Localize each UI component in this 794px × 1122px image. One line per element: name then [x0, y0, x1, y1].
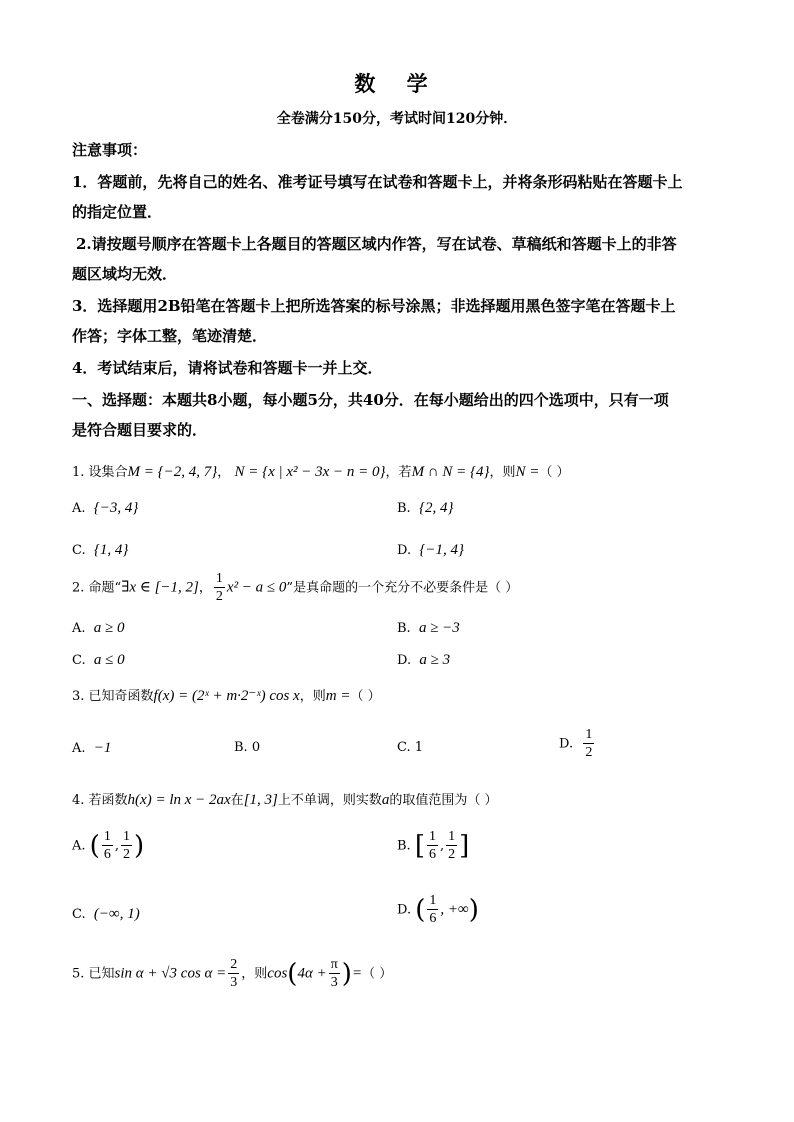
answer-paren: （ ）	[350, 689, 381, 704]
question-5-equals: =	[351, 965, 363, 982]
question-4-option-d[interactable]	[397, 894, 479, 926]
section-heading-cont: 是符合题目要求的．	[72, 421, 208, 439]
option-label: C.	[397, 740, 411, 755]
denominator: 3	[230, 975, 238, 990]
notice-item-3-cont: 作答；字体工整，笔迹清楚．	[72, 327, 268, 345]
option-label: A.	[72, 621, 86, 636]
option-label: C.	[72, 907, 86, 922]
question-2-option-b[interactable]	[397, 618, 460, 639]
question-1-ask: N =	[515, 464, 540, 480]
question-3-option-a[interactable]	[72, 738, 111, 759]
question-4	[72, 790, 498, 811]
numerator: 1	[585, 727, 593, 742]
question-3-option-b[interactable]	[234, 738, 260, 758]
question-2-option-c[interactable]	[72, 650, 125, 671]
question-5-sep: ，则	[241, 966, 268, 982]
question-1-option-b[interactable]	[397, 498, 453, 519]
option-label: B.	[234, 740, 248, 755]
bracket-left: (	[287, 959, 298, 989]
option-label: D.	[397, 543, 412, 558]
numerator: 1	[448, 829, 456, 844]
fraction	[329, 958, 340, 990]
question-1-set-m: M = {−2, 4, 7}	[127, 464, 218, 480]
question-3-function: f(x) = (2ˣ + m·2⁻ˣ) cos x	[153, 688, 300, 704]
notice-item-2: 2.请按题号顺序在答题卡上各题目的答题区域内作答，写在试卷、草稿纸和答题卡上的非答	[76, 235, 677, 253]
question-4-interval: [1, 3]	[243, 792, 278, 808]
bracket-left: (	[415, 895, 426, 925]
option-value: (−∞, 1)	[93, 906, 140, 922]
section-heading: 一、选择题：本题共8小题，每小题5分，共40分．在每小题给出的四个选项中，只有一项	[72, 391, 669, 409]
denominator: 3	[330, 975, 338, 990]
numerator: 1	[103, 829, 111, 844]
question-4-function: h(x) = ln x − 2ax	[127, 792, 231, 808]
bracket-right: )	[468, 895, 479, 925]
numerator: 1	[215, 571, 223, 586]
question-4-prefix: 4. 若函数	[72, 793, 128, 808]
question-3-option-c[interactable]	[397, 738, 423, 758]
option-value: a ≤ 0	[93, 652, 125, 668]
option-value: −1	[93, 740, 112, 756]
fraction	[214, 572, 225, 604]
question-3-option-d[interactable]	[559, 728, 596, 760]
question-4-variable: a	[381, 792, 390, 808]
notice-item-2-cont: 题区域均无效．	[72, 265, 178, 283]
option-value: 1	[414, 740, 424, 755]
fraction	[583, 728, 594, 760]
option-label: A.	[72, 741, 86, 756]
option-value: {2, 4}	[418, 500, 454, 516]
page-title: 数 学	[354, 71, 440, 96]
question-2-expression: x² − a ≤ 0	[226, 579, 287, 596]
notice-heading: 注意事项：	[72, 141, 148, 159]
question-4-suffix: 上不单调，则实数	[277, 793, 382, 808]
numerator: 1	[429, 893, 437, 908]
question-3-sep: ，则	[299, 689, 326, 704]
question-1-option-c[interactable]	[72, 540, 128, 561]
question-4-option-c[interactable]	[72, 904, 140, 925]
answer-paren: （ ）	[362, 966, 393, 982]
denominator: 2	[448, 847, 456, 862]
question-2-option-d[interactable]	[397, 650, 450, 671]
question-4-mid: 在	[230, 793, 244, 808]
option-label: B.	[397, 501, 411, 516]
option-value: a ≥ −3	[418, 620, 460, 636]
question-3	[72, 686, 381, 707]
question-1-sep: ，	[217, 465, 231, 480]
question-1-option-a[interactable]	[72, 498, 138, 519]
option-label: A.	[72, 501, 86, 516]
bracket-right: )	[341, 959, 352, 989]
notice-item-3: 3．选择题用2B铅笔在答题卡上把所选答案的标号涂黑；非选择题用黑色签字笔在答题卡上	[72, 297, 676, 315]
bracket-left: (	[89, 831, 100, 861]
question-1-sep: ，若	[385, 465, 412, 480]
bracket-right: )	[133, 831, 145, 861]
denominator: 6	[103, 847, 111, 862]
option-label: D.	[559, 736, 574, 752]
question-3-ask: m =	[325, 688, 351, 704]
fraction	[446, 830, 457, 862]
question-5-argument: 4α +	[297, 965, 327, 982]
notice-item-1-cont: 的指定位置．	[72, 203, 163, 221]
fraction	[427, 830, 438, 862]
option-value: 0	[251, 740, 261, 755]
denominator: 2	[215, 589, 223, 604]
question-1-prefix: 1. 设集合	[72, 465, 128, 480]
numerator: π	[330, 957, 338, 972]
question-2	[72, 572, 518, 604]
question-2-sep: ，	[198, 580, 212, 596]
bracket-left: [	[414, 831, 425, 861]
question-4-option-b[interactable]	[397, 830, 469, 862]
fraction	[228, 958, 239, 990]
question-2-suffix: ”是真命题的一个充分不必要条件是（ ）	[286, 580, 519, 596]
question-1-sep: ，则	[489, 465, 516, 480]
separator: ,	[114, 838, 119, 854]
question-5	[72, 958, 392, 990]
option-value: {1, 4}	[93, 542, 129, 558]
option-label: B.	[397, 838, 411, 854]
question-1	[72, 462, 570, 483]
denominator: 6	[428, 847, 436, 862]
option-label: D.	[397, 902, 412, 918]
option-value: , +∞	[440, 901, 469, 918]
notice-item-4: 4．考试结束后，请将试卷和答题卡一并上交．	[72, 359, 383, 377]
separator: ,	[439, 838, 445, 854]
option-label: C.	[72, 653, 86, 668]
numerator: 1	[428, 829, 436, 844]
option-value: {−1, 4}	[419, 542, 464, 558]
answer-paren: （ ）	[539, 465, 570, 480]
question-1-option-d[interactable]	[397, 540, 464, 561]
question-2-option-a[interactable]	[72, 618, 125, 639]
numerator: 2	[230, 957, 238, 972]
option-label: B.	[397, 621, 411, 636]
question-2-quantifier: ∃x ∈ [−1, 2]	[121, 579, 199, 596]
question-5-prefix: 5. 已知	[72, 966, 115, 982]
question-4-suffix: 的取值范围为（ ）	[389, 793, 498, 808]
question-2-prefix: 2. 命题“	[72, 580, 122, 596]
question-3-prefix: 3. 已知奇函数	[72, 689, 154, 704]
denominator: 2	[122, 847, 130, 862]
question-1-set-n: N = {x | x² − 3x − n = 0}	[234, 464, 386, 480]
exam-info: 全卷满分150分，考试时间120分钟．	[276, 111, 518, 127]
denominator: 6	[429, 911, 437, 926]
option-label: C.	[72, 543, 86, 558]
option-value: a ≥ 3	[419, 652, 451, 668]
option-label: D.	[397, 653, 412, 668]
notice-item-1: 1．答题前，先将自己的姓名、准考证号填写在试卷和答题卡上，并将条形码粘贴在答题卡上	[72, 173, 683, 191]
question-5-expression: sin α + √3 cos α =	[114, 965, 227, 982]
option-value: {−3, 4}	[93, 500, 139, 516]
denominator: 2	[585, 745, 593, 760]
fraction	[121, 830, 132, 862]
fraction	[427, 894, 438, 926]
question-5-cos: cos	[267, 965, 288, 982]
question-4-option-a[interactable]	[72, 830, 144, 862]
question-1-condition: M ∩ N = {4}	[411, 464, 490, 480]
bracket-right: ]	[459, 831, 470, 861]
option-label: A.	[72, 838, 86, 854]
numerator: 1	[122, 829, 130, 844]
fraction	[102, 830, 113, 862]
option-value: a ≥ 0	[93, 620, 125, 636]
